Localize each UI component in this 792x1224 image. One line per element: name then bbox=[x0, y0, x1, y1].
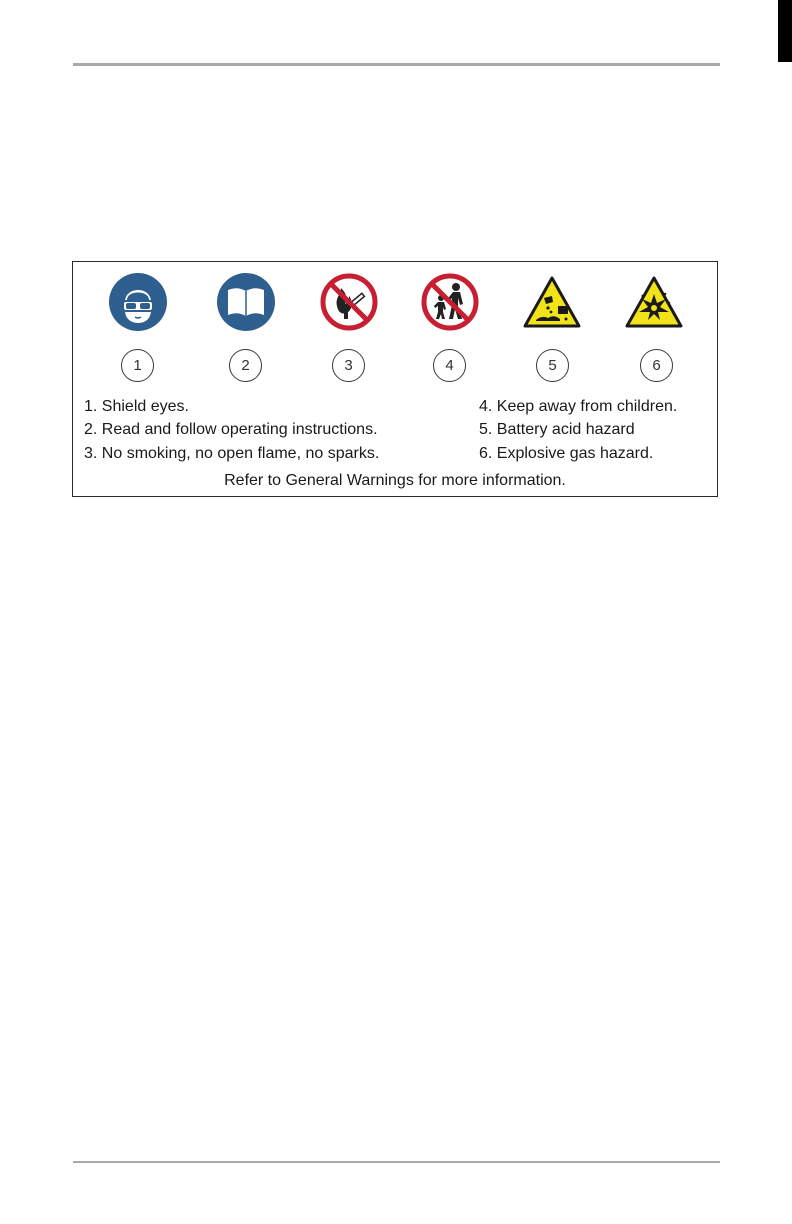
legend-item-5: 5. Battery acid hazard bbox=[479, 421, 635, 438]
no-smoking-flame-icon bbox=[319, 272, 379, 332]
shield-eyes-icon bbox=[108, 272, 168, 332]
legend-item-4: 4. Keep away from children. bbox=[479, 398, 678, 415]
header-rule bbox=[73, 63, 720, 66]
legend-item-2: 2. Read and follow operating instructions. bbox=[84, 421, 378, 438]
edge-tab-marker bbox=[778, 0, 792, 62]
battery-acid-hazard-icon bbox=[522, 272, 582, 332]
legend-item-6: 6. Explosive gas hazard. bbox=[479, 445, 654, 462]
read-manual-icon bbox=[216, 272, 276, 332]
symbol-number-6: 6 bbox=[640, 349, 673, 382]
symbol-number-2: 2 bbox=[229, 349, 262, 382]
safety-symbols-panel bbox=[72, 261, 718, 497]
symbol-number-1: 1 bbox=[121, 349, 154, 382]
explosive-gas-hazard-icon bbox=[624, 272, 684, 332]
symbol-number-3: 3 bbox=[332, 349, 365, 382]
footer-rule bbox=[73, 1161, 720, 1163]
legend-item-1: 1. Shield eyes. bbox=[84, 398, 189, 415]
legend-item-3: 3. No smoking, no open flame, no sparks. bbox=[84, 445, 380, 462]
keep-away-children-icon bbox=[420, 272, 480, 332]
footnote-general-warnings: Refer to General Warnings for more information. bbox=[224, 472, 566, 489]
symbol-number-4: 4 bbox=[433, 349, 466, 382]
symbol-number-5: 5 bbox=[536, 349, 569, 382]
